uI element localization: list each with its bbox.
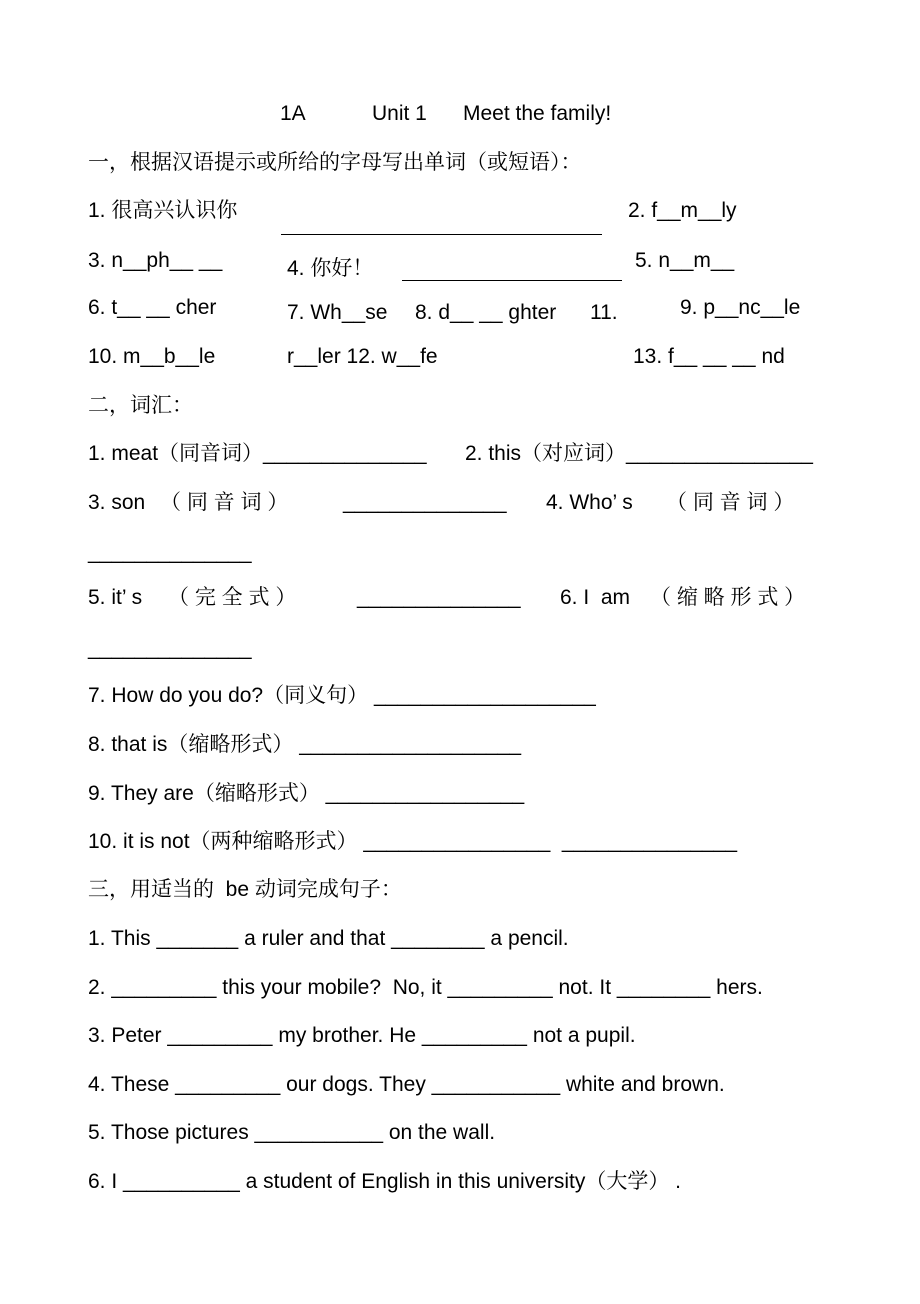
vocab-3-word: 3. son — [88, 491, 146, 514]
title-class: 1A — [280, 102, 306, 125]
vocab-8: 8. that is（缩略形式） ___________________ — [88, 733, 522, 756]
sentence-4: 4. These _________ our dogs. They ___________ white and brown. — [88, 1073, 725, 1096]
sentence-3: 3. Peter _________ my brother. He _________ not a pupil. — [88, 1024, 636, 1047]
title-unit: Unit 1 — [372, 102, 427, 125]
vocab-6-blank: ______________ — [88, 637, 252, 660]
section-1-heading: 一，根据汉语提示或所给的字母写出单词（或短语）： — [88, 151, 582, 174]
item-1-answer-line[interactable] — [281, 234, 602, 235]
vocab-4-blank: ______________ — [88, 541, 252, 564]
vocab-1: 1. meat（同音词）______________ — [88, 442, 427, 465]
vocab-7: 7. How do you do?（同义句） ___________________ — [88, 684, 596, 707]
item-2-prompt: 2. f__m__ly — [628, 199, 737, 222]
vocab-3-hint: （ 同 音 词 ） — [160, 491, 289, 514]
item-4-prompt: 4. 你好！ — [287, 257, 374, 280]
sentence-6: 6. I __________ a student of English in this university（大学） . — [88, 1170, 681, 1193]
item-1-prompt: 1. 很高兴认识你 — [88, 199, 238, 222]
vocab-3-blank: ______________ — [343, 491, 507, 514]
sentence-5: 5. Those pictures ___________ on the wall. — [88, 1121, 496, 1144]
item-8-prompt: 8. d__ __ ghter — [415, 301, 557, 324]
item-4-answer-line[interactable] — [402, 280, 622, 281]
vocab-6-word: 6. I am — [560, 586, 631, 609]
item-11-12-prompt: r__ler 12. w__fe — [287, 345, 438, 368]
item-9-prompt: 9. p__nc__le — [680, 296, 801, 319]
title-topic: Meet the family! — [463, 102, 612, 125]
item-10-prompt: 10. m__b__le — [88, 345, 216, 368]
vocab-4-word: 4. Who’ s — [546, 491, 633, 514]
sentence-1: 1. This _______ a ruler and that ________ a pencil. — [88, 927, 569, 950]
vocab-2: 2. this（对应词）________________ — [465, 442, 813, 465]
vocab-5-hint: （ 完 全 式 ） — [168, 586, 297, 609]
item-13-prompt: 13. f__ __ __ nd — [633, 345, 785, 368]
vocab-6-hint: （ 缩 略 形 式 ） — [650, 586, 806, 609]
vocab-9: 9. They are（缩略形式） _________________ — [88, 782, 525, 805]
item-6-prompt: 6. t__ __ cher — [88, 296, 217, 319]
item-3-prompt: 3. n__ph__ __ — [88, 249, 223, 272]
sentence-2: 2. _________ this your mobile? No, it _________ not. It ________ hers. — [88, 976, 763, 999]
item-5-prompt: 5. n__m__ — [635, 249, 735, 272]
vocab-5-blank: ______________ — [357, 586, 521, 609]
section-2-heading: 二，词汇： — [88, 394, 193, 417]
vocab-4-hint: （ 同 音 词 ） — [666, 491, 795, 514]
item-11-number: 11. — [590, 301, 618, 324]
vocab-10: 10. it is not（两种缩略形式） ________________ _______________ — [88, 830, 738, 853]
vocab-5-word: 5. it’ s — [88, 586, 143, 609]
section-3-heading: 三，用适当的 be 动词完成句子： — [88, 878, 402, 901]
item-7-prompt: 7. Wh__se — [287, 301, 388, 324]
